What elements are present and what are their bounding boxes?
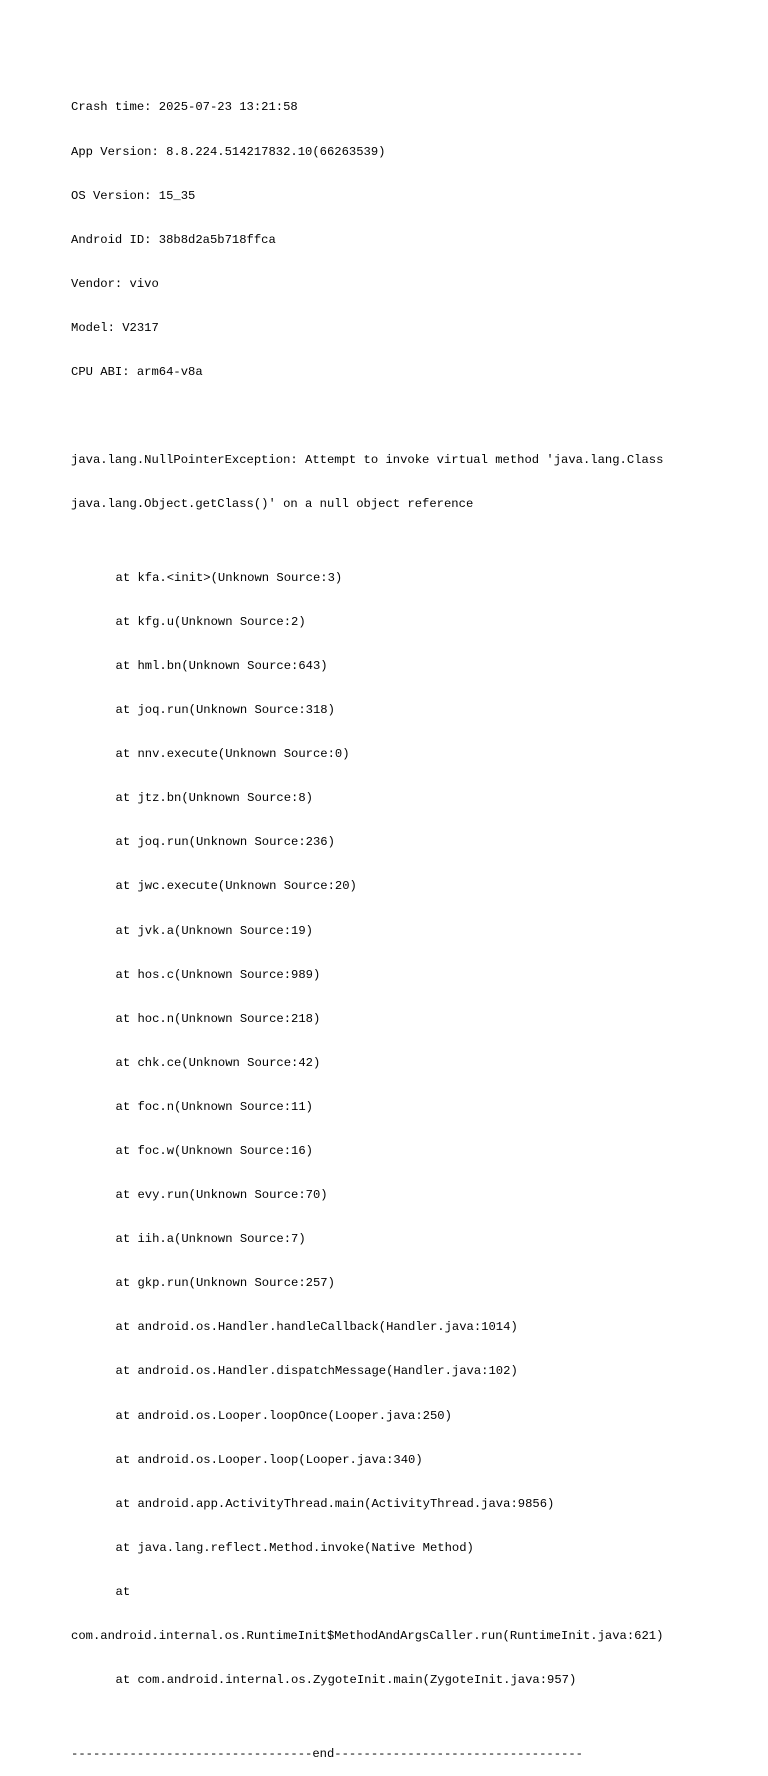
spacer bbox=[71, 409, 751, 424]
vendor: Vendor: vivo bbox=[71, 276, 159, 291]
crash-log bbox=[71, 71, 751, 1776]
stack-frame: at java.lang.reflect.Method.invoke(Native Method) bbox=[115, 1540, 474, 1555]
stack-frame: at android.os.Handler.dispatchMessage(Handler.java:102) bbox=[115, 1364, 518, 1379]
stack-frame: at nnv.execute(Unknown Source:0) bbox=[115, 747, 350, 762]
android-id: Android ID: 38b8d2a5b718ffca bbox=[71, 232, 276, 247]
model: Model: V2317 bbox=[71, 320, 159, 335]
stack-frame: at android.os.Looper.loopOnce(Looper.java:250) bbox=[115, 1408, 452, 1423]
stack-trace bbox=[71, 541, 751, 1717]
stack-frame: at hml.bn(Unknown Source:643) bbox=[115, 658, 328, 673]
stack-frame: at gkp.run(Unknown Source:257) bbox=[115, 1276, 335, 1291]
exception-message-line-1: java.lang.NullPointerException: Attempt to invoke virtual method 'java.lang.Class bbox=[71, 453, 664, 468]
stack-frame: at joq.run(Unknown Source:318) bbox=[115, 703, 335, 718]
stack-frame: at jtz.bn(Unknown Source:8) bbox=[115, 791, 313, 806]
stack-frame: at android.os.Handler.handleCallback(Handler.java:1014) bbox=[115, 1320, 518, 1335]
stack-frame: at hoc.n(Unknown Source:218) bbox=[115, 1011, 321, 1026]
end-separator: ---------------------------------end---------------------------------- bbox=[71, 1746, 583, 1761]
stack-frame: at chk.ce(Unknown Source:42) bbox=[115, 1055, 321, 1070]
exception-message-line-2: java.lang.Object.getClass()' on a null object reference bbox=[71, 497, 474, 512]
stack-frame: at iih.a(Unknown Source:7) bbox=[115, 1232, 306, 1247]
crash-time: Crash time: 2025-07-23 13:21:58 bbox=[71, 100, 298, 115]
stack-frame: at foc.w(Unknown Source:16) bbox=[115, 1143, 313, 1158]
stack-frame: at com.android.internal.os.ZygoteInit.main(ZygoteInit.java:957) bbox=[115, 1673, 577, 1688]
stack-frame: at foc.n(Unknown Source:11) bbox=[115, 1099, 313, 1114]
stack-frame: at jvk.a(Unknown Source:19) bbox=[115, 923, 313, 938]
stack-frame-wrapped: com.android.internal.os.RuntimeInit$MethodAndArgsCaller.run(RuntimeInit.java:621) bbox=[71, 1629, 664, 1643]
os-version: OS Version: 15_35 bbox=[71, 188, 196, 203]
stack-frame: at android.app.ActivityThread.main(ActivityThread.java:9856) bbox=[115, 1496, 555, 1511]
stack-frame: at bbox=[115, 1584, 131, 1599]
stack-frame: at hos.c(Unknown Source:989) bbox=[115, 967, 321, 982]
stack-frame: at kfa.<init>(Unknown Source:3) bbox=[115, 570, 343, 585]
stack-frame: at kfg.u(Unknown Source:2) bbox=[115, 614, 306, 629]
stack-frame: at joq.run(Unknown Source:236) bbox=[115, 835, 335, 850]
stack-frame: at android.os.Looper.loop(Looper.java:340) bbox=[115, 1452, 423, 1467]
app-version: App Version: 8.8.224.514217832.10(66263539) bbox=[71, 144, 386, 159]
cpu-abi: CPU ABI: arm64-v8a bbox=[71, 364, 203, 379]
stack-frame: at jwc.execute(Unknown Source:20) bbox=[115, 879, 357, 894]
stack-frame: at evy.run(Unknown Source:70) bbox=[115, 1188, 328, 1203]
